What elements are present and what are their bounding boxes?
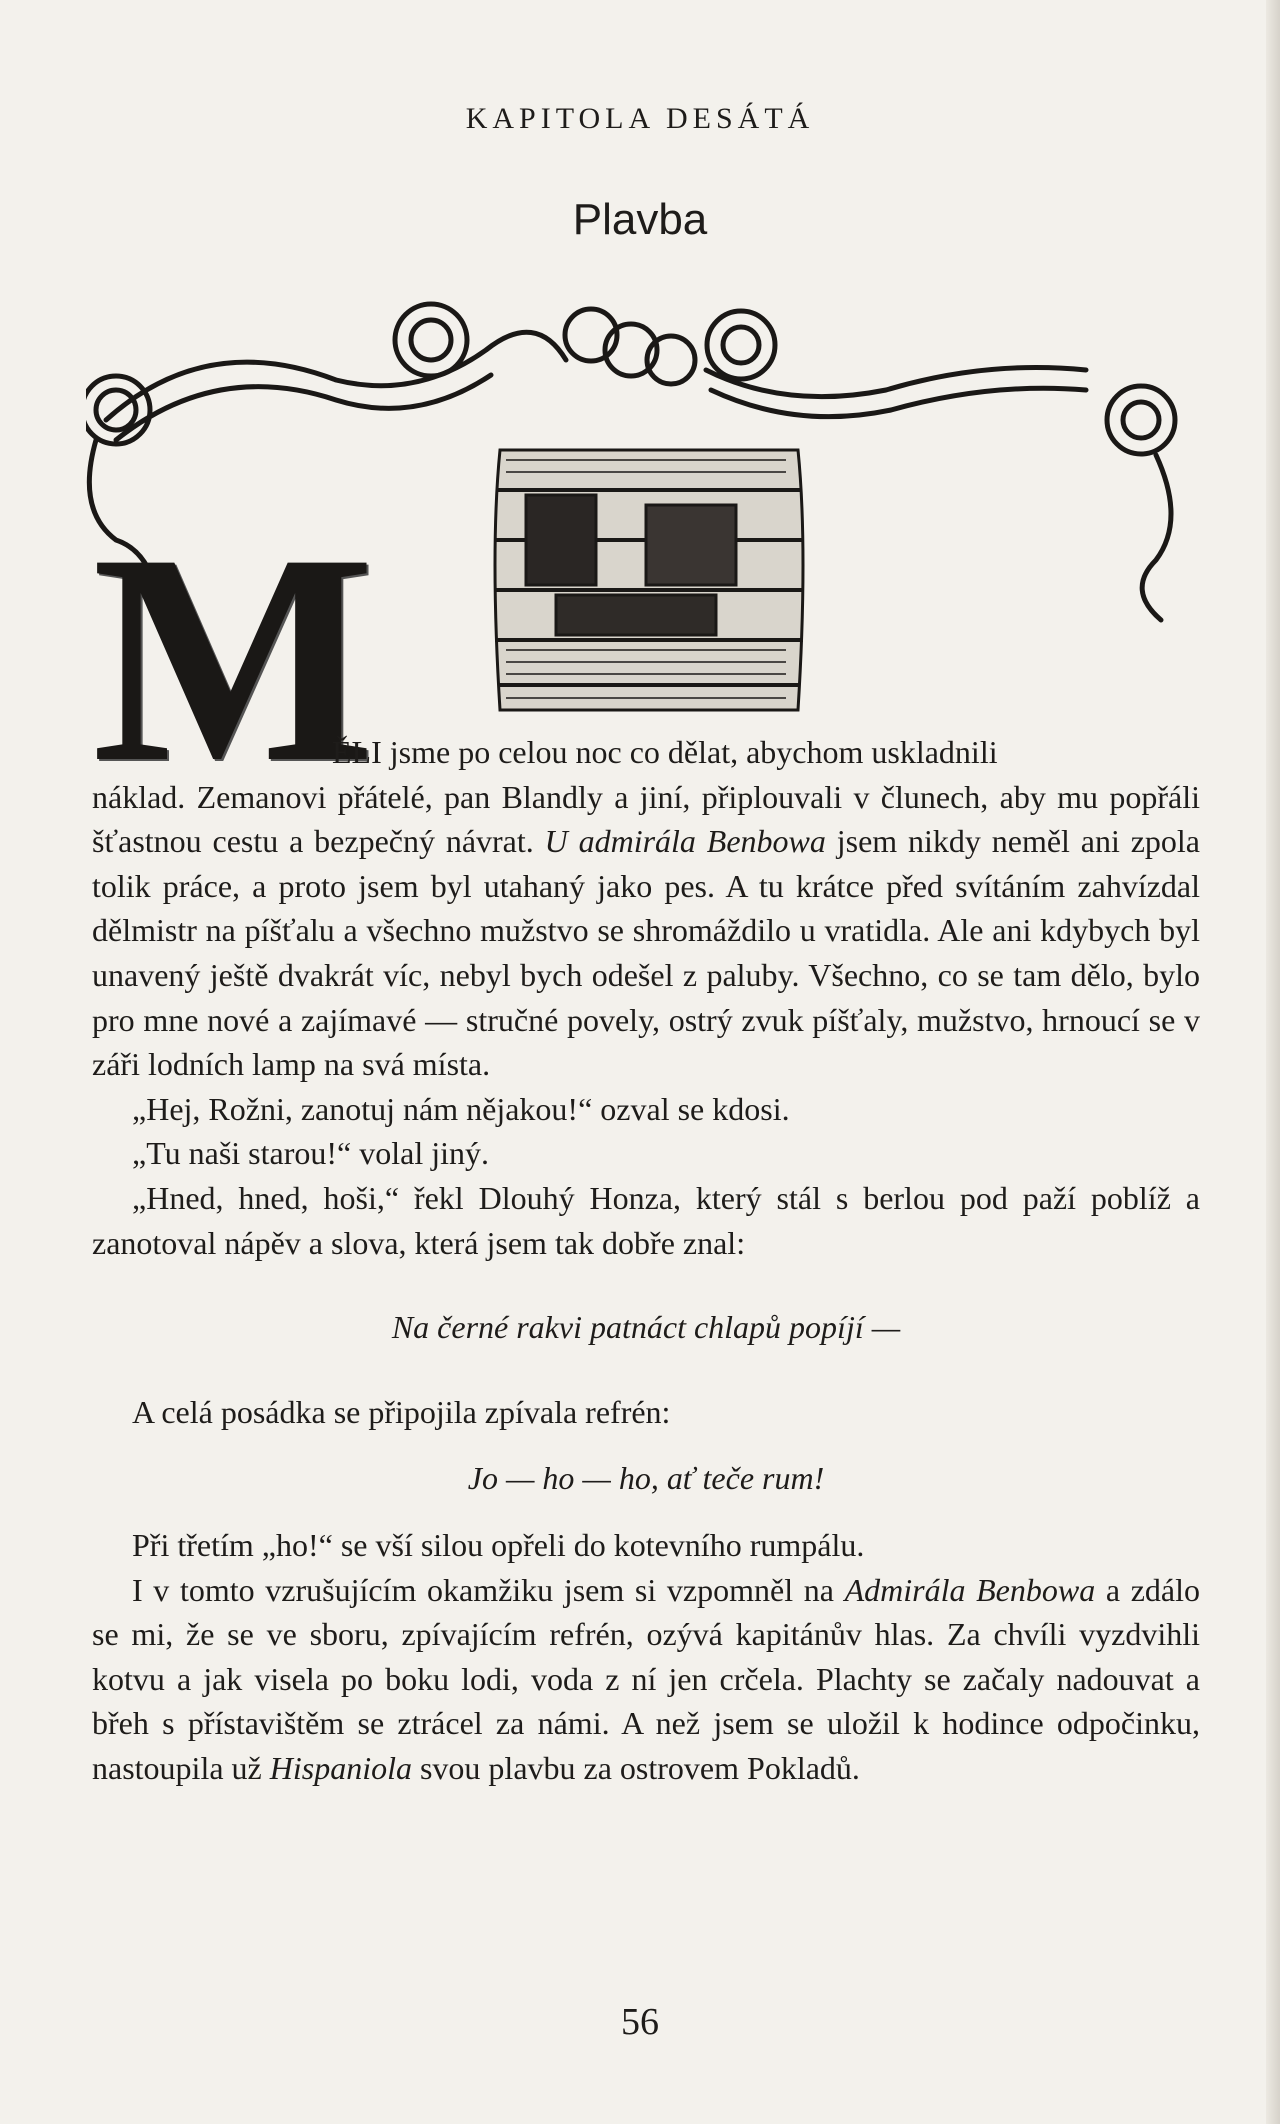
page-number: 56 — [621, 2001, 659, 2043]
barrel-drawing — [494, 450, 804, 710]
paragraph-7 — [92, 1568, 1200, 1791]
paragraph-1-text-a: náklad. Zemanovi přátelé, pan Blandly a jiní, připlouvali v člunech, aby mu popřáli šťastnou cestu a bezpečný návrat. — [92, 778, 1200, 860]
paragraph-1-text-b: jsem nikdy neměl ani zpola tolik práce, a proto jsem byl utahaný jako pes. A tu krátce před svítáním zahvízdal dělmistr na píšťalu a všechno mužstvo se shromáždilo u vratidla. Ale ani kdybych byl unavený ještě dvakrát víc, nebyl bych odešel z paluby. Všechno, co se tam dělo, bylo pro mne nové a zajímavé — stručné povely, ostrý zvuk píšťaly, mužstvo, hrnoucí se v záři lodních lamp na svá místa. — [92, 823, 1201, 1083]
paragraph-1-italic: U admirála Benbowa — [544, 823, 826, 860]
chapter-label: KAPITOLA DESÁTÁ — [465, 102, 815, 135]
paragraph-6: Při třetím „ho!“ se vší silou opřeli do kotevního rumpálu. — [132, 1526, 865, 1563]
chapter-title: Plavba — [572, 195, 708, 244]
drop-cap: M — [92, 492, 376, 824]
paragraph-7-text-b: a zdálo se mi, že se ve sboru, zpívajícím refrén, ozývá kapitánův hlas. Za chvíli vyzdvihli kotvu a jak visela po boku lodi, voda z ní jen crčela. Plachty se začaly nadouvat a břeh s přístavištěm se ztrácel za námi. A než jsem se uložil k hodince odpočinku, nastoupila už — [92, 1571, 1201, 1786]
page-edge — [1266, 0, 1280, 2124]
paragraph-3: „Tu naši starou!“ volal jiný. — [132, 1135, 489, 1172]
paragraph-5: A celá posádka se připojila zpívala refrén: — [132, 1393, 671, 1430]
paragraph-7-text-c: svou plavbu za ostrovem Pokladů. — [411, 1749, 860, 1786]
paragraph-7-italic: Admirála Benbowa — [844, 1571, 1096, 1608]
verse-1: Na černé rakvi patnáct chlapů popíjí — — [391, 1309, 901, 1346]
paragraph-7-text-a: I v tomto vzrušujícím okamžiku jsem si vzpomněl na — [132, 1571, 845, 1608]
paragraph-1 — [92, 775, 1200, 1087]
paragraph-7-italic-2: Hispaniola — [269, 1749, 412, 1786]
paragraph-first-line: ĚLI jsme po celou noc co dělat, abychom uskladnili — [332, 734, 998, 770]
paragraph-2: „Hej, Rožni, zanotuj nám nějakou!“ ozval se kdosi. — [132, 1090, 790, 1127]
verse-2: Jo — ho — ho, ať teče rum! — [467, 1460, 825, 1497]
paragraph-4: „Hned, hned, hoši,“ řekl Dlouhý Honza, který stál s berlou pod paží poblíž a zanotoval nápěv a slova, která jsem tak dobře znal: — [92, 1179, 1200, 1261]
chapter-body — [92, 730, 1200, 1790]
